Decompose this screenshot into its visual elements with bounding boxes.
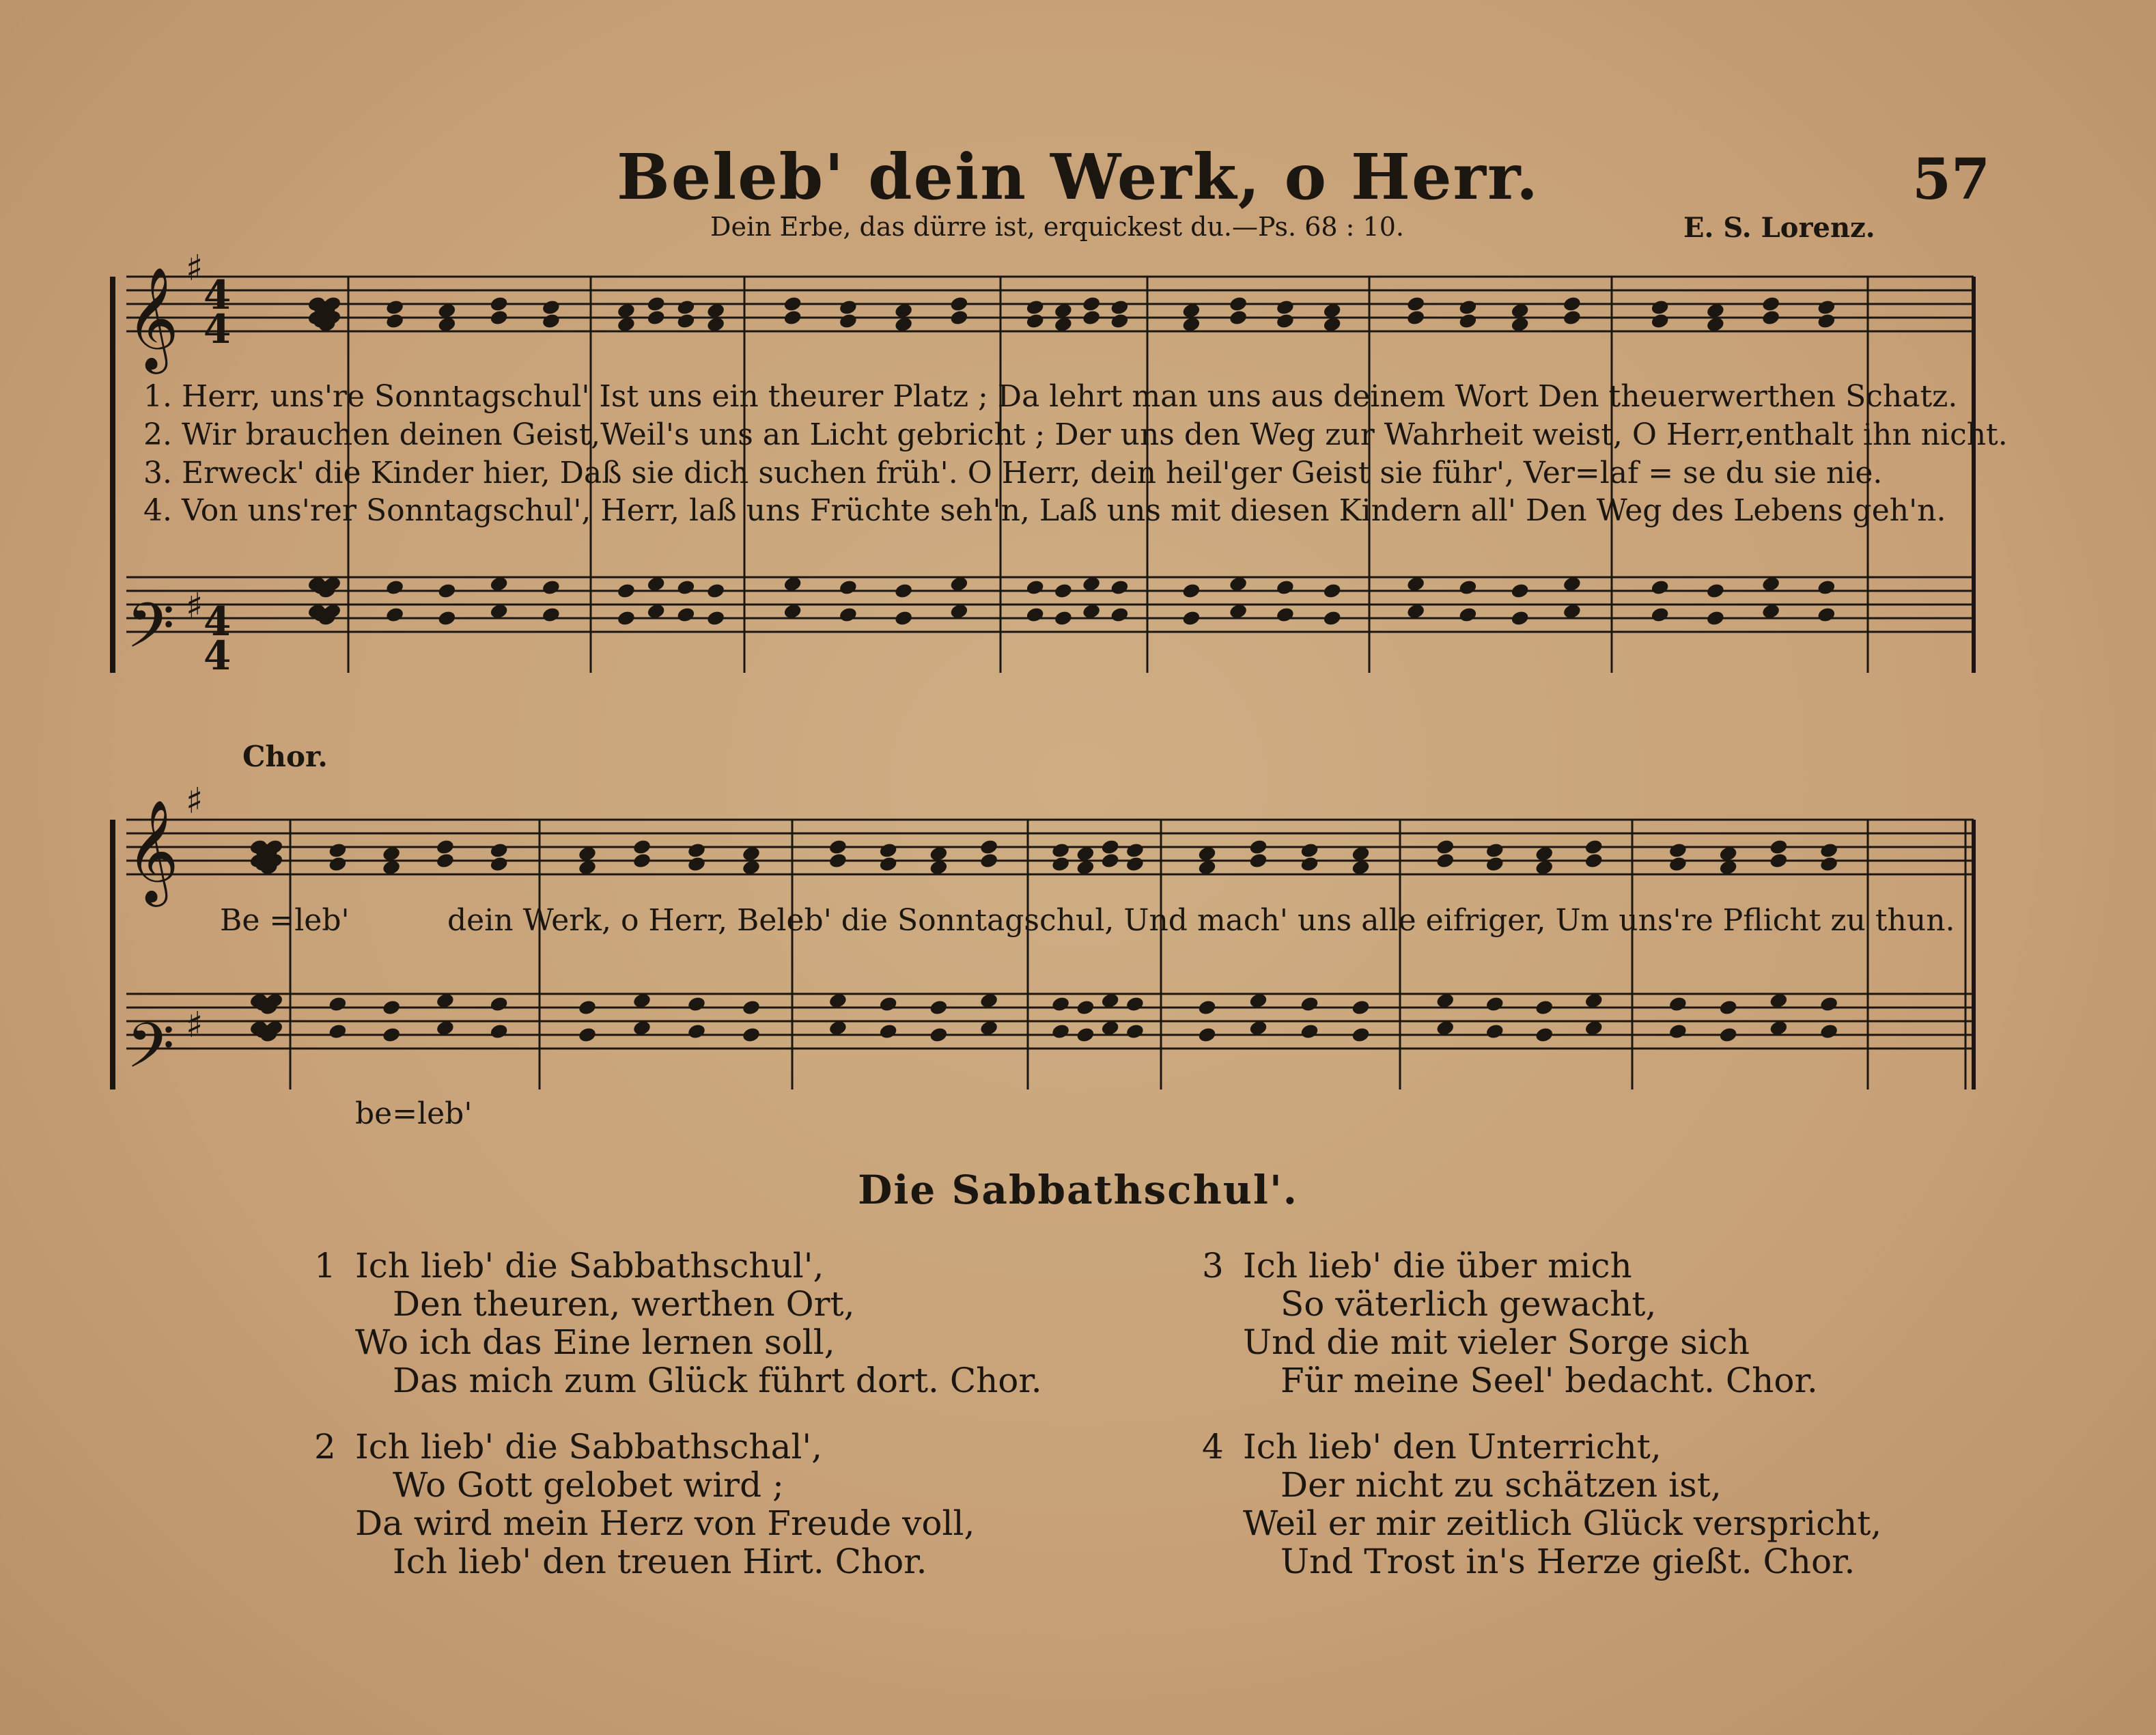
note-head <box>1650 299 1670 316</box>
note-head <box>1054 609 1074 626</box>
note-head <box>1300 842 1319 859</box>
note-head <box>1650 606 1670 623</box>
note-head <box>687 995 707 1012</box>
note-head <box>878 842 898 859</box>
note-head <box>1819 1023 1839 1040</box>
epigraph: Dein Erbe, das dürre ist, erquickest du.—Ps. 68 : 10. <box>710 212 1404 242</box>
note-head <box>839 312 858 329</box>
note-head <box>1458 299 1478 316</box>
note-head <box>878 1023 898 1040</box>
stanza-line: Ich lieb' den Unterricht, <box>1243 1427 1662 1467</box>
note-head <box>1082 295 1102 312</box>
time-signature-top: 4 <box>204 598 232 645</box>
stanza-number: 3 <box>1202 1246 1224 1286</box>
verse-line: 2. Wir brauchen deinen Geist,Weil's uns an Licht gebricht ; Der uns den Weg zur Wahrheit weist, O Herr,enthalt ihn nicht. <box>143 417 2008 452</box>
note-head <box>1076 1026 1095 1043</box>
note-head <box>632 852 652 869</box>
note-head <box>1668 995 1688 1012</box>
note-head <box>489 309 509 326</box>
svg-text:𝄞: 𝄞 <box>126 799 179 902</box>
note-head <box>328 855 348 872</box>
note-head <box>542 579 561 596</box>
note-head <box>949 309 969 326</box>
page-number: 57 <box>1912 147 1991 212</box>
note-head <box>1322 582 1342 599</box>
note-head <box>839 606 858 623</box>
note-head <box>542 312 561 329</box>
chorus-first-syllable: Be =leb' <box>220 903 350 938</box>
note-head <box>742 1026 761 1043</box>
note-head <box>1485 995 1504 1012</box>
note-head <box>1082 309 1102 326</box>
note-head <box>385 606 405 623</box>
note-head <box>617 609 636 626</box>
note-head <box>1181 582 1201 599</box>
bass-lyric: be=leb' <box>355 1096 473 1131</box>
note-head <box>1276 606 1296 623</box>
note-head <box>1535 1026 1554 1043</box>
time-signature-bottom: 4 <box>204 633 232 679</box>
note-head <box>1668 842 1688 859</box>
note-head <box>1125 995 1145 1012</box>
note-head <box>1051 842 1071 859</box>
note-head <box>1819 855 1839 872</box>
note-head <box>1650 312 1670 329</box>
note-head <box>328 995 348 1012</box>
note-head <box>1300 855 1319 872</box>
svg-text:𝄞: 𝄞 <box>126 266 179 370</box>
note-head <box>489 842 509 859</box>
note-head <box>1181 609 1201 626</box>
note-head <box>1817 299 1836 316</box>
note-head <box>929 999 949 1016</box>
note-head <box>839 299 858 316</box>
note-head <box>1051 855 1071 872</box>
note-head <box>1276 579 1296 596</box>
note-head <box>385 299 405 316</box>
note-head <box>1100 838 1120 855</box>
note-head <box>706 582 726 599</box>
hymn-title: Beleb' dein Werk, o Herr. <box>616 140 1540 214</box>
note-head <box>1125 1023 1145 1040</box>
note-head <box>617 582 636 599</box>
note-head <box>1718 1026 1738 1043</box>
note-head <box>436 838 456 855</box>
note-head <box>949 295 969 312</box>
verse-line: 4. Von uns'rer Sonntagschul', Herr, laß uns Früchte seh'n, Laß uns mit diesen Kindern all' Den Weg des Lebens geh'n. <box>143 493 1946 528</box>
note-head <box>578 999 598 1016</box>
note-head <box>1229 309 1248 326</box>
stanza <box>314 1247 1134 1411</box>
note-head <box>1351 999 1371 1016</box>
note-head <box>1229 295 1248 312</box>
svg-text:♯: ♯ <box>186 586 204 627</box>
note-head <box>1110 579 1130 596</box>
note-head <box>1485 1023 1504 1040</box>
note-head <box>783 295 802 312</box>
note-head <box>1563 309 1582 326</box>
note-head <box>894 582 914 599</box>
note-head <box>1300 995 1319 1012</box>
note-head <box>676 579 696 596</box>
stanza-number: 2 <box>314 1427 336 1467</box>
verse-line: 3. Erweck' die Kinder hier, Daß sie dich suchen früh'. O Herr, dein heil'ger Geist sie führ', Ver=laf = se du sie nie. <box>143 456 1883 490</box>
note-head <box>839 579 858 596</box>
time-signature-top: 4 <box>204 272 232 318</box>
note-head <box>1761 309 1781 326</box>
note-head <box>382 1026 402 1043</box>
note-head <box>676 606 696 623</box>
note-head <box>1817 606 1836 623</box>
note-head <box>1248 838 1268 855</box>
note-head <box>1406 295 1426 312</box>
note-head <box>1819 842 1839 859</box>
note-head <box>1076 999 1095 1016</box>
note-head <box>1535 999 1554 1016</box>
stanza <box>1202 1247 2021 1411</box>
note-head <box>1025 606 1045 623</box>
note-head <box>1563 295 1582 312</box>
note-head <box>646 295 666 312</box>
note-head <box>1125 855 1145 872</box>
svg-text:♯: ♯ <box>186 1005 204 1046</box>
note-head <box>1248 852 1268 869</box>
note-head <box>1510 582 1530 599</box>
note-head <box>1110 312 1130 329</box>
stanza-line: Und die mit vieler Sorge sich <box>1243 1322 1750 1362</box>
note-head <box>1436 838 1455 855</box>
note-head <box>783 309 802 326</box>
note-head <box>646 309 666 326</box>
note-head <box>1706 609 1726 626</box>
note-head <box>1458 606 1478 623</box>
note-head <box>328 842 348 859</box>
note-head <box>1485 842 1504 859</box>
note-head <box>1769 838 1789 855</box>
note-head <box>437 609 457 626</box>
note-head <box>542 606 561 623</box>
note-head <box>676 312 696 329</box>
composer: E. S. Lorenz. <box>1683 212 1875 244</box>
note-head <box>1110 606 1130 623</box>
note-head <box>828 852 848 869</box>
note-head <box>1406 309 1426 326</box>
stanza-number: 1 <box>314 1246 336 1286</box>
note-head <box>1510 609 1530 626</box>
stanza-line: So väterlich gewacht, <box>1280 1284 1657 1324</box>
note-head <box>1817 312 1836 329</box>
svg-text:♯: ♯ <box>186 248 204 289</box>
stanza-line: Ich lieb' die Sabbathschul', <box>355 1246 824 1286</box>
note-head <box>1706 582 1726 599</box>
note-head <box>742 999 761 1016</box>
note-head <box>1584 852 1604 869</box>
stanza-line: Den theuren, werthen Ort, <box>393 1284 855 1324</box>
note-head <box>542 299 561 316</box>
note-head <box>1025 579 1045 596</box>
note-head <box>385 312 405 329</box>
note-head <box>1458 312 1478 329</box>
chorus-lyrics: dein Werk, o Herr, Beleb' die Sonntagschul, Und mach' uns alle eifriger, Um uns're Pflicht zu thun. <box>447 903 1955 938</box>
key-signature-sharp-icon <box>186 248 203 1046</box>
chorus-label: Chor. <box>242 740 328 773</box>
svg-text:𝄢: 𝄢 <box>126 589 175 677</box>
note-head <box>328 1023 348 1040</box>
note-head <box>1276 312 1296 329</box>
stanza-line: Ich lieb' die Sabbathschal', <box>355 1427 823 1467</box>
note-head <box>1025 312 1045 329</box>
stanza <box>314 1428 1134 1592</box>
note-head <box>489 995 509 1012</box>
note-head <box>1668 855 1688 872</box>
stanza-line: Das mich zum Glück führt dort. Chor. <box>393 1361 1042 1400</box>
note-head <box>878 855 898 872</box>
note-head <box>687 855 707 872</box>
note-head <box>676 299 696 316</box>
note-head <box>1100 852 1120 869</box>
note-head <box>1584 838 1604 855</box>
svg-text:♯: ♯ <box>186 781 204 822</box>
note-head <box>1769 852 1789 869</box>
note-head <box>1197 999 1217 1016</box>
note-head <box>1051 1023 1071 1040</box>
verse-line: 1. Herr, uns're Sonntagschul' Ist uns ein theurer Platz ; Da lehrt man uns aus deinem Wort Den theuerwerthen Schatz. <box>143 379 1958 414</box>
note-head <box>632 838 652 855</box>
note-head <box>706 609 726 626</box>
note-head <box>1761 295 1781 312</box>
note-head <box>1300 1023 1319 1040</box>
note-head <box>878 995 898 1012</box>
note-head <box>1025 299 1045 316</box>
note-head <box>1436 852 1455 869</box>
stanza-number: 4 <box>1202 1427 1224 1467</box>
note-head <box>489 1023 509 1040</box>
note-head <box>687 1023 707 1040</box>
note-head <box>382 999 402 1016</box>
note-head <box>489 295 509 312</box>
note-head <box>1197 1026 1217 1043</box>
note-head <box>1051 995 1071 1012</box>
note-head <box>979 838 999 855</box>
note-head <box>1817 579 1836 596</box>
note-head <box>1819 995 1839 1012</box>
note-head <box>1458 579 1478 596</box>
stanza-line: Für meine Seel' bedacht. Chor. <box>1280 1361 1818 1400</box>
stanza-line: Ich lieb' die über mich <box>1243 1246 1632 1286</box>
stanza-line: Wo ich das Eine lernen soll, <box>355 1322 835 1362</box>
stanza-line: Ich lieb' den treuen Hirt. Chor. <box>393 1542 927 1581</box>
note-head <box>1485 855 1504 872</box>
svg-text:𝄢: 𝄢 <box>126 1010 175 1097</box>
note-head <box>1668 1023 1688 1040</box>
note-head <box>1351 1026 1371 1043</box>
note-head <box>979 852 999 869</box>
stanza-line: Und Trost in's Herze gießt. Chor. <box>1280 1542 1856 1581</box>
stanza-line: Da wird mein Herz von Freude voll, <box>355 1503 975 1543</box>
note-head <box>687 842 707 859</box>
treble-clef-icon <box>126 266 179 907</box>
time-signature-bottom: 4 <box>204 306 232 352</box>
note-head <box>489 855 509 872</box>
note-head <box>929 1026 949 1043</box>
note-head <box>437 582 457 599</box>
note-head <box>1276 299 1296 316</box>
stanza <box>1202 1428 2021 1592</box>
note-head <box>1110 299 1130 316</box>
stanza-line: Wo Gott gelobet wird ; <box>393 1465 784 1505</box>
note-head <box>1322 609 1342 626</box>
stanza-line: Der nicht zu schätzen ist, <box>1280 1465 1722 1505</box>
stanza-line: Weil er mir zeitlich Glück verspricht, <box>1243 1503 1882 1543</box>
poem-title: Die Sabbathschul'. <box>858 1167 1298 1213</box>
note-head <box>385 579 405 596</box>
note-head <box>1054 582 1074 599</box>
note-head <box>894 609 914 626</box>
note-head <box>1125 842 1145 859</box>
note-head <box>436 852 456 869</box>
note-head <box>578 1026 598 1043</box>
note-head <box>1650 579 1670 596</box>
note-head <box>828 838 848 855</box>
note-head <box>1718 999 1738 1016</box>
